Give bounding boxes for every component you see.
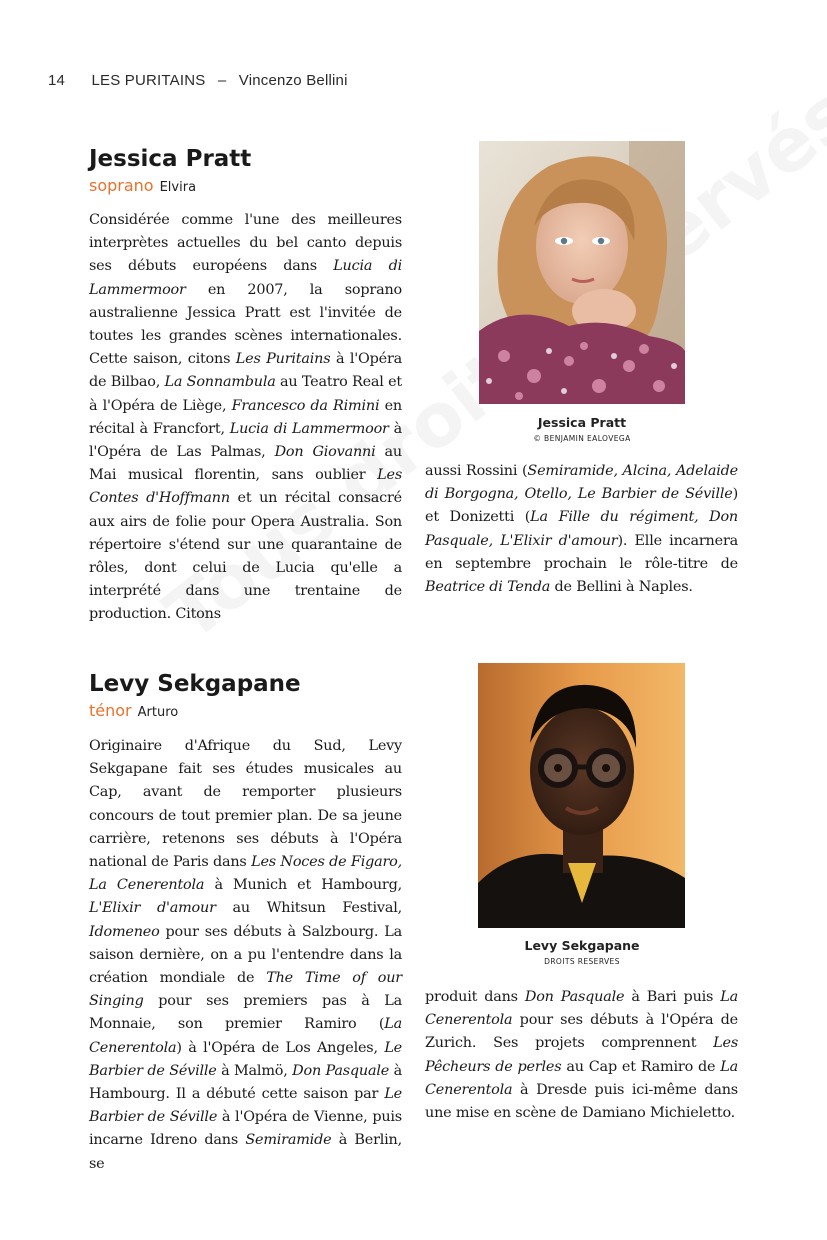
artist-role-line — [89, 701, 178, 720]
artist-photo — [478, 663, 685, 928]
bio-column-left — [89, 735, 402, 1176]
bio-column-right — [425, 460, 738, 599]
voice-type: soprano — [89, 176, 154, 195]
header-separator: – — [217, 72, 227, 89]
photo-caption: Levy Sekgapane — [524, 938, 640, 953]
voice-type: ténor — [89, 701, 132, 720]
bio-column-left — [89, 209, 402, 627]
bio-text: aussi Rossini (Semiramide, Alcina, Adelaide di Borgogna, Otello, Le Barbier de Séville) et Donizetti (La Fille du régiment, Don Pasquale, L'Elixir d'amour). Elle incarnera en septembre prochain le rôle-titre de Beatrice di Tenda de Bellini à Naples. — [425, 463, 738, 596]
bio-text: produit dans Don Pasquale à Bari puis La Cenerentola pour ses débuts à l'Opéra de Zurich. Ses projets comprennent Les Pêcheurs de perles au Cap et Ramiro de La Cenerentola à Dresde puis ici-même dans une mise en scène de Damiano Michieletto. — [425, 989, 738, 1122]
running-header — [48, 72, 348, 89]
artist-name: Levy Sekgapane — [89, 671, 301, 697]
bio-text: Considérée comme l'une des meilleures interprètes actuelles du bel canto depuis ses débuts européens dans Lucia di Lammermoor en 2007, la soprano australienne Jessica Pratt est l'invitée de toutes les grandes scènes internationales. Cette saison, citons Les Puritains à l'Opéra de Bilbao, La Sonnambula au Teatro Real et à l'Opéra de Liège, Francesco da Rimini en récital à Francfort, Lucia di Lammermoor à l'Opéra de Las Palmas, Don Giovanni au Mai musical florentin, sans oublier Les Contes d'Hoffmann et un récital consacré aux airs de folie pour Opera Australia. Son répertoire s'étend sur une quarantaine de rôles, dont celui de Lucia qu'elle a interprété dans une trentaine de production. Citons — [89, 212, 403, 623]
page-number: 14 — [48, 72, 66, 89]
artist-photo — [479, 141, 685, 404]
artist-name: Jessica Pratt — [89, 146, 252, 172]
role-name: Elvira — [159, 180, 197, 195]
role-name: Arturo — [137, 705, 179, 720]
bio-column-right — [425, 986, 738, 1125]
portrait-image — [478, 663, 685, 928]
bio-text: Originaire d'Afrique du Sud, Levy Sekgapane fait ses études musicales au Cap, avant de remporter plusieurs concours de tout premier plan. De sa jeune carrière, retenons ses débuts à l'Opéra national de Paris dans Les Noces de Figaro, La Cenerentola à Munich et Hambourg, L'Elixir d'amour au Whitsun Festival, Idomeneo pour ses débuts à Salzbourg. La saison dernière, on a pu l'entendre dans la création mondiale de The Time of our Singing pour ses premiers pas à La Monnaie, son premier Ramiro (La Cenerentola) à l'Opéra de Los Angeles, Le Barbier de Séville à Malmö, Don Pasquale à Hambourg. Il a débuté cette saison par Le Barbier de Séville à l'Opéra de Vienne, puis incarne Idreno dans Semiramide à Berlin, se — [89, 738, 403, 1172]
opera-title: LES PURITAINS — [91, 72, 206, 89]
photo-credit: © BENJAMIN EALOVEGA — [533, 434, 631, 443]
photo-caption: Jessica Pratt — [537, 415, 627, 430]
composer-name: Vincenzo Bellini — [238, 72, 348, 89]
photo-credit: DROITS RESERVES — [544, 957, 620, 966]
portrait-image — [479, 141, 685, 404]
artist-role-line — [89, 176, 196, 195]
